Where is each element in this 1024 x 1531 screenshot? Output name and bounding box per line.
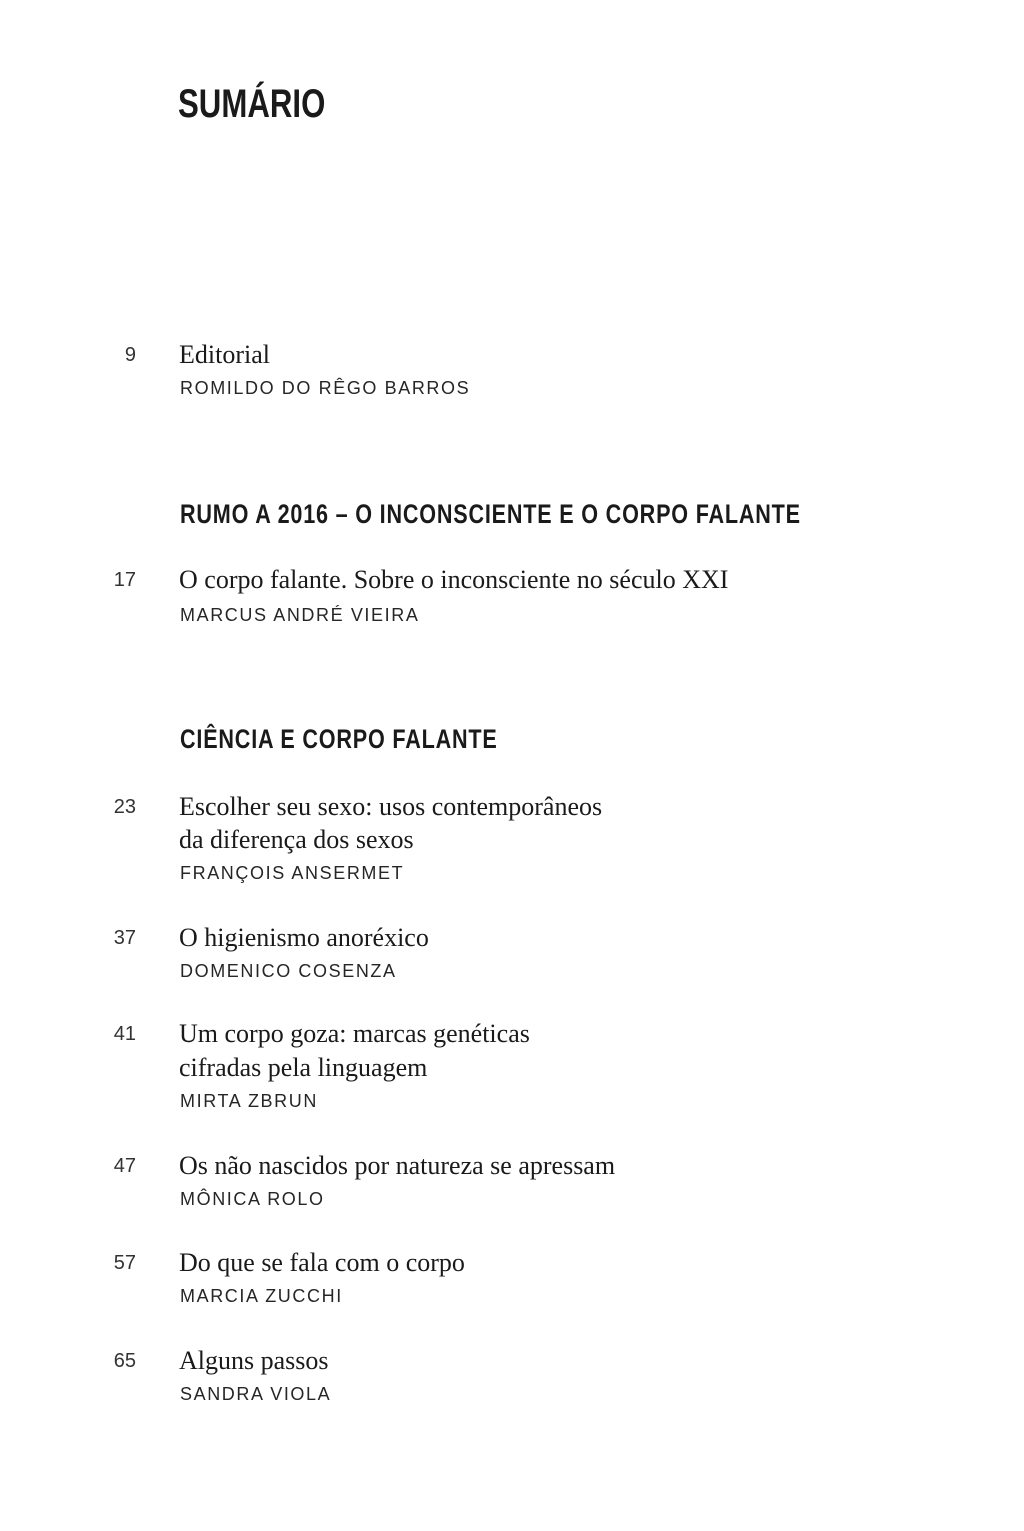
entry-author: ROMILDO DO RÊGO BARROS [180, 378, 471, 398]
entry-title-line-2: da diferença dos sexos [179, 825, 414, 854]
page-number: 47 [113, 1155, 136, 1177]
section-heading-ciencia-e-corpo-falante: CIÊNCIA E CORPO FALANTE [180, 724, 498, 754]
entry-title-line-1: Escolher seu sexo: usos contemporâneos [179, 792, 603, 821]
entry-title: Os não nascidos por natureza se apressam [179, 1151, 616, 1180]
page-number: 23 [113, 796, 136, 818]
page-number: 17 [113, 569, 136, 591]
entry-author: MARCIA ZUCCHI [180, 1286, 343, 1306]
page-number: 37 [113, 927, 136, 949]
page-number: 65 [113, 1350, 136, 1372]
entry-author: MÔNICA ROLO [180, 1189, 325, 1209]
entry-title: O corpo falante. Sobre o inconsciente no século XXI [179, 565, 729, 594]
entry-title-line-1: Um corpo goza: marcas genéticas [179, 1019, 530, 1048]
entry-author: MIRTA ZBRUN [180, 1091, 318, 1111]
page-number: 57 [113, 1252, 136, 1274]
page-title: SUMÁRIO [178, 82, 326, 126]
entry-title: Do que se fala com o corpo [179, 1248, 465, 1277]
page-number: 41 [113, 1023, 136, 1045]
entry-author: DOMENICO COSENZA [180, 961, 397, 981]
entry-author: FRANÇOIS ANSERMET [180, 863, 405, 883]
entry-title-line-2: cifradas pela linguagem [179, 1053, 428, 1082]
entry-author: SANDRA VIOLA [180, 1384, 332, 1404]
entry-title: Alguns passos [179, 1346, 329, 1375]
entry-title: O higienismo anoréxico [179, 923, 429, 952]
entry-title: Editorial [179, 340, 270, 369]
entry-author: MARCUS ANDRÉ VIEIRA [180, 605, 420, 625]
section-heading-rumo-a-2016: RUMO A 2016 – O INCONSCIENTE E O CORPO FALANTE [180, 499, 801, 529]
page-number: 9 [124, 344, 136, 366]
